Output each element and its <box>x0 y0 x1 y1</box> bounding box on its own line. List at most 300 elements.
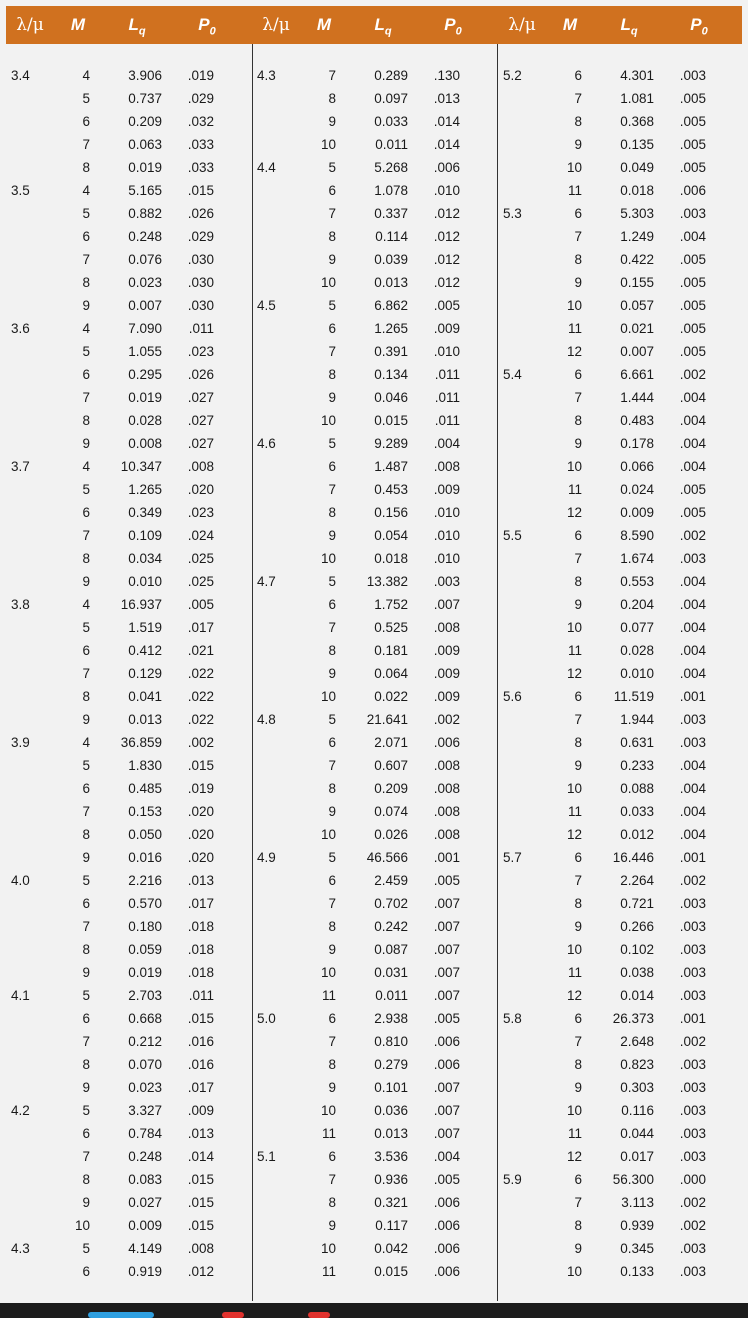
m-cell: 6 <box>82 114 90 129</box>
m-cell: 5 <box>82 1103 90 1118</box>
p0-cell: .023 <box>187 344 214 359</box>
lambda-mu-cell: 4.4 <box>257 160 276 175</box>
lq-cell: 0.054 <box>374 528 408 543</box>
taskbar-item-blue[interactable] <box>88 1312 154 1318</box>
lq-cell: 0.882 <box>128 206 162 221</box>
header-lq <box>348 6 418 44</box>
lq-cell: 0.483 <box>620 413 654 428</box>
m-cell: 9 <box>82 298 90 313</box>
table-row <box>498 754 744 777</box>
table-row <box>498 685 744 708</box>
m-cell: 8 <box>82 551 90 566</box>
p0-cell: .004 <box>433 1149 460 1164</box>
lq-cell: 0.063 <box>128 137 162 152</box>
lambda-mu-cell: 5.9 <box>503 1172 522 1187</box>
m-cell: 10 <box>320 689 336 704</box>
m-cell: 6 <box>574 367 582 382</box>
p0-cell: .006 <box>433 1241 460 1256</box>
lambda-mu-cell: 3.8 <box>11 597 30 612</box>
m-cell: 12 <box>566 344 582 359</box>
header-text: P <box>690 15 702 34</box>
p0-cell: .019 <box>187 68 214 83</box>
header-text: P <box>444 15 456 34</box>
p0-cell: .014 <box>187 1149 214 1164</box>
table-row <box>252 317 498 340</box>
m-cell: 8 <box>82 689 90 704</box>
p0-cell: .007 <box>433 988 460 1003</box>
p0-cell: .012 <box>433 252 460 267</box>
p0-cell: .003 <box>679 942 706 957</box>
lq-cell: 1.265 <box>374 321 408 336</box>
table-row <box>6 616 252 639</box>
table-row <box>498 478 744 501</box>
lambda-mu-cell: 4.3 <box>257 68 276 83</box>
table-row <box>498 87 744 110</box>
table-row <box>498 179 744 202</box>
lq-cell: 0.337 <box>374 206 408 221</box>
p0-cell: .007 <box>433 942 460 957</box>
m-cell: 10 <box>566 620 582 635</box>
table-row <box>498 225 744 248</box>
lq-cell: 0.008 <box>128 436 162 451</box>
p0-cell: .029 <box>187 91 214 106</box>
m-cell: 6 <box>328 183 336 198</box>
lq-cell: 0.702 <box>374 896 408 911</box>
p0-cell: .004 <box>679 436 706 451</box>
m-cell: 11 <box>567 643 582 658</box>
p0-cell: .005 <box>679 482 706 497</box>
m-cell: 8 <box>328 1195 336 1210</box>
lq-cell: 0.631 <box>620 735 654 750</box>
lq-cell: 0.028 <box>620 643 654 658</box>
table-row <box>252 1007 498 1030</box>
p0-cell: .017 <box>187 620 214 635</box>
lq-cell: 0.044 <box>620 1126 654 1141</box>
p0-cell: .015 <box>187 1172 214 1187</box>
lq-cell: 0.019 <box>128 160 162 175</box>
m-cell: 10 <box>566 1264 582 1279</box>
table-row <box>498 639 744 662</box>
lambda-mu-cell: 4.2 <box>11 1103 30 1118</box>
m-cell: 5 <box>328 436 336 451</box>
lq-cell: 11.519 <box>613 689 654 704</box>
p0-cell: .007 <box>433 1103 460 1118</box>
table-row <box>498 938 744 961</box>
m-cell: 5 <box>328 160 336 175</box>
p0-cell: .027 <box>187 413 214 428</box>
lq-cell: 0.024 <box>620 482 654 497</box>
table-row <box>252 248 498 271</box>
lq-cell: 0.391 <box>374 344 408 359</box>
lq-cell: 8.590 <box>620 528 654 543</box>
p0-cell: .003 <box>679 712 706 727</box>
table-row <box>6 1099 252 1122</box>
m-cell: 11 <box>567 804 582 819</box>
m-cell: 9 <box>328 252 336 267</box>
lq-cell: 0.049 <box>620 160 654 175</box>
lambda-mu-cell: 5.6 <box>503 689 522 704</box>
lq-cell: 0.019 <box>128 965 162 980</box>
p0-cell: .011 <box>188 321 214 336</box>
m-cell: 8 <box>82 827 90 842</box>
p0-cell: .009 <box>433 666 460 681</box>
lambda-mu-cell: 5.1 <box>257 1149 276 1164</box>
table-row <box>498 915 744 938</box>
table-row <box>252 708 498 731</box>
p0-cell: .003 <box>679 1080 706 1095</box>
lq-cell: 0.321 <box>374 1195 408 1210</box>
table-row <box>6 593 252 616</box>
m-cell: 4 <box>82 459 90 474</box>
table-row <box>252 409 498 432</box>
m-cell: 9 <box>328 666 336 681</box>
p0-cell: .014 <box>433 137 460 152</box>
table-row <box>498 1145 744 1168</box>
table-row <box>6 1214 252 1237</box>
p0-cell: .006 <box>433 1034 460 1049</box>
lq-cell: 0.059 <box>128 942 162 957</box>
table-row <box>6 938 252 961</box>
table-row <box>252 179 498 202</box>
lq-cell: 0.018 <box>620 183 654 198</box>
m-cell: 8 <box>82 160 90 175</box>
table-row <box>498 317 744 340</box>
lq-cell: 3.327 <box>128 1103 162 1118</box>
m-cell: 9 <box>328 1080 336 1095</box>
lq-cell: 26.373 <box>612 1011 654 1026</box>
table-row <box>252 133 498 156</box>
table-row <box>252 202 498 225</box>
m-cell: 8 <box>82 1057 90 1072</box>
p0-cell: .003 <box>679 988 706 1003</box>
table-row <box>6 570 252 593</box>
m-cell: 5 <box>328 850 336 865</box>
header-text: L <box>128 15 139 34</box>
p0-cell: .030 <box>187 275 214 290</box>
lq-cell: 0.737 <box>128 91 162 106</box>
p0-cell: .010 <box>433 505 460 520</box>
lq-cell: 0.156 <box>374 505 408 520</box>
lq-cell: 0.031 <box>374 965 408 980</box>
column-divider <box>252 44 253 1301</box>
table-row <box>498 1168 744 1191</box>
p0-cell: .005 <box>679 321 706 336</box>
table-row <box>252 64 498 87</box>
m-cell: 8 <box>328 367 336 382</box>
p0-cell: .003 <box>679 1241 706 1256</box>
m-cell: 7 <box>328 344 336 359</box>
table-row <box>252 271 498 294</box>
lq-cell: 2.264 <box>620 873 654 888</box>
p0-cell: .002 <box>679 1034 706 1049</box>
m-cell: 9 <box>328 390 336 405</box>
table-row <box>252 846 498 869</box>
lq-cell: 0.013 <box>128 712 162 727</box>
p0-cell: .005 <box>433 298 460 313</box>
table-row <box>498 1237 744 1260</box>
table-row <box>6 915 252 938</box>
m-cell: 9 <box>574 1080 582 1095</box>
m-cell: 7 <box>82 919 90 934</box>
m-cell: 6 <box>328 321 336 336</box>
m-cell: 5 <box>82 91 90 106</box>
p0-cell: .020 <box>187 482 214 497</box>
lq-cell: 0.349 <box>128 505 162 520</box>
p0-cell: .026 <box>187 367 214 382</box>
m-cell: 9 <box>82 850 90 865</box>
lq-cell: 0.042 <box>374 1241 408 1256</box>
table-row <box>6 409 252 432</box>
header-subscript: q <box>138 25 146 38</box>
p0-cell: .029 <box>187 229 214 244</box>
header-text: M <box>316 15 332 34</box>
table-row <box>252 892 498 915</box>
p0-cell: .003 <box>433 574 460 589</box>
lq-cell: 5.268 <box>374 160 408 175</box>
table-row <box>252 1168 498 1191</box>
m-cell: 10 <box>320 137 336 152</box>
p0-cell: .010 <box>433 551 460 566</box>
table-row <box>6 294 252 317</box>
lq-cell: 0.109 <box>128 528 162 543</box>
header-subscript: 0 <box>701 25 708 38</box>
m-cell: 7 <box>82 804 90 819</box>
m-cell: 8 <box>82 1172 90 1187</box>
m-cell: 9 <box>82 436 90 451</box>
p0-cell: .013 <box>187 873 214 888</box>
p0-cell: .002 <box>433 712 460 727</box>
p0-cell: .018 <box>187 965 214 980</box>
lq-cell: 2.648 <box>620 1034 654 1049</box>
p0-cell: .007 <box>433 1126 460 1141</box>
p0-cell: .013 <box>187 1126 214 1141</box>
table-row <box>498 777 744 800</box>
p0-cell: .001 <box>679 1011 706 1026</box>
table-row <box>6 892 252 915</box>
lq-cell: 0.041 <box>128 689 162 704</box>
lq-cell: 0.009 <box>620 505 654 520</box>
lq-cell: 1.444 <box>620 390 654 405</box>
table-row <box>498 662 744 685</box>
m-cell: 4 <box>82 735 90 750</box>
m-cell: 6 <box>82 229 90 244</box>
p0-cell: .013 <box>433 91 460 106</box>
taskbar-item-red-1[interactable] <box>222 1312 244 1318</box>
lq-cell: 0.204 <box>620 597 654 612</box>
m-cell: 7 <box>574 1034 582 1049</box>
p0-cell: .012 <box>433 229 460 244</box>
p0-cell: .015 <box>187 1218 214 1233</box>
lambda-mu-cell: 4.1 <box>11 988 30 1003</box>
p0-cell: .007 <box>433 1080 460 1095</box>
lambda-mu-cell: 5.0 <box>257 1011 276 1026</box>
p0-cell: .003 <box>679 1264 706 1279</box>
m-cell: 5 <box>328 712 336 727</box>
lq-cell: 0.939 <box>620 1218 654 1233</box>
table-row <box>498 869 744 892</box>
table-row <box>498 271 744 294</box>
table-row <box>252 1030 498 1053</box>
p0-cell: .004 <box>679 666 706 681</box>
header-p0 <box>172 6 242 44</box>
table-row <box>498 455 744 478</box>
m-cell: 6 <box>574 206 582 221</box>
lq-cell: 4.149 <box>128 1241 162 1256</box>
m-cell: 8 <box>574 252 582 267</box>
m-cell: 8 <box>328 643 336 658</box>
m-cell: 12 <box>566 988 582 1003</box>
lq-cell: 0.721 <box>620 896 654 911</box>
p0-cell: .001 <box>433 850 460 865</box>
lq-cell: 0.102 <box>620 942 654 957</box>
p0-cell: .015 <box>187 1011 214 1026</box>
lq-cell: 0.011 <box>375 988 408 1003</box>
header-lambda-mu <box>252 6 300 44</box>
lq-cell: 0.135 <box>620 137 654 152</box>
p0-cell: .011 <box>434 367 460 382</box>
table-row <box>498 547 744 570</box>
lq-cell: 0.010 <box>620 666 654 681</box>
lambda-mu-cell: 4.0 <box>11 873 30 888</box>
table-row <box>252 547 498 570</box>
p0-cell: .018 <box>187 942 214 957</box>
p0-cell: .008 <box>433 781 460 796</box>
p0-cell: .004 <box>679 413 706 428</box>
table-row <box>252 386 498 409</box>
lq-cell: 5.303 <box>620 206 654 221</box>
table-row <box>252 87 498 110</box>
table-row <box>498 1053 744 1076</box>
table-row <box>6 800 252 823</box>
lq-cell: 0.209 <box>374 781 408 796</box>
p0-cell: .003 <box>679 965 706 980</box>
lq-cell: 0.016 <box>128 850 162 865</box>
m-cell: 8 <box>328 91 336 106</box>
p0-cell: .016 <box>187 1034 214 1049</box>
p0-cell: .003 <box>679 1057 706 1072</box>
p0-cell: .009 <box>187 1103 214 1118</box>
table-row <box>252 294 498 317</box>
m-cell: 10 <box>320 1103 336 1118</box>
lq-cell: 0.525 <box>374 620 408 635</box>
table-row <box>6 133 252 156</box>
table-row <box>6 984 252 1007</box>
p0-cell: .011 <box>434 413 460 428</box>
lq-cell: 0.074 <box>374 804 408 819</box>
m-cell: 7 <box>82 528 90 543</box>
header-m <box>546 6 594 44</box>
m-cell: 7 <box>574 712 582 727</box>
taskbar-item-red-2[interactable] <box>308 1312 330 1318</box>
lambda-mu-cell: 5.7 <box>503 850 522 865</box>
p0-cell: .010 <box>433 183 460 198</box>
table-row <box>252 869 498 892</box>
p0-cell: .025 <box>187 574 214 589</box>
table-row <box>6 823 252 846</box>
table-row <box>498 1007 744 1030</box>
p0-cell: .032 <box>187 114 214 129</box>
lq-cell: 0.026 <box>374 827 408 842</box>
m-cell: 7 <box>82 252 90 267</box>
lambda-mu-cell: 5.3 <box>503 206 522 221</box>
m-cell: 10 <box>566 459 582 474</box>
m-cell: 6 <box>82 781 90 796</box>
table-row <box>252 524 498 547</box>
p0-cell: .005 <box>679 137 706 152</box>
m-cell: 11 <box>567 965 582 980</box>
p0-cell: .008 <box>433 620 460 635</box>
p0-cell: .002 <box>679 873 706 888</box>
lq-cell: 0.023 <box>128 275 162 290</box>
m-cell: 10 <box>566 781 582 796</box>
table-row <box>498 731 744 754</box>
m-cell: 6 <box>328 1011 336 1026</box>
m-cell: 10 <box>566 298 582 313</box>
lq-cell: 0.022 <box>374 689 408 704</box>
m-cell: 5 <box>82 344 90 359</box>
lq-cell: 0.034 <box>128 551 162 566</box>
table-row <box>6 961 252 984</box>
m-cell: 5 <box>82 620 90 635</box>
table-row <box>6 202 252 225</box>
lq-cell: 0.133 <box>620 1264 654 1279</box>
table-row <box>6 708 252 731</box>
p0-cell: .001 <box>679 689 706 704</box>
header-lq <box>102 6 172 44</box>
header-subscript: q <box>384 25 392 38</box>
lq-cell: 0.248 <box>128 229 162 244</box>
lambda-mu-cell: 3.7 <box>11 459 30 474</box>
lq-cell: 0.784 <box>128 1126 162 1141</box>
lq-cell: 1.519 <box>128 620 162 635</box>
m-cell: 6 <box>574 68 582 83</box>
p0-cell: .005 <box>679 275 706 290</box>
p0-cell: .008 <box>433 827 460 842</box>
table-row <box>252 662 498 685</box>
p0-cell: .009 <box>433 482 460 497</box>
m-cell: 6 <box>82 1126 90 1141</box>
p0-cell: .004 <box>679 620 706 635</box>
table-row <box>6 340 252 363</box>
column-group-1 <box>6 44 252 1301</box>
table-row <box>252 1237 498 1260</box>
p0-cell: .006 <box>433 1057 460 1072</box>
table-row <box>252 731 498 754</box>
m-cell: 4 <box>82 597 90 612</box>
table-row <box>498 984 744 1007</box>
lq-cell: 1.055 <box>128 344 162 359</box>
p0-cell: .130 <box>433 68 460 83</box>
p0-cell: .006 <box>433 160 460 175</box>
lq-cell: 0.014 <box>620 988 654 1003</box>
p0-cell: .005 <box>679 505 706 520</box>
lq-cell: 0.134 <box>374 367 408 382</box>
m-cell: 7 <box>574 229 582 244</box>
m-cell: 4 <box>82 183 90 198</box>
lq-cell: 0.077 <box>620 620 654 635</box>
table-row <box>252 570 498 593</box>
p0-cell: .004 <box>679 781 706 796</box>
table-row <box>6 754 252 777</box>
table-row <box>252 961 498 984</box>
m-cell: 9 <box>328 804 336 819</box>
p0-cell: .003 <box>679 1126 706 1141</box>
m-cell: 9 <box>328 114 336 129</box>
m-cell: 9 <box>574 597 582 612</box>
lq-cell: 0.485 <box>128 781 162 796</box>
lq-cell: 0.017 <box>620 1149 654 1164</box>
m-cell: 7 <box>328 1034 336 1049</box>
